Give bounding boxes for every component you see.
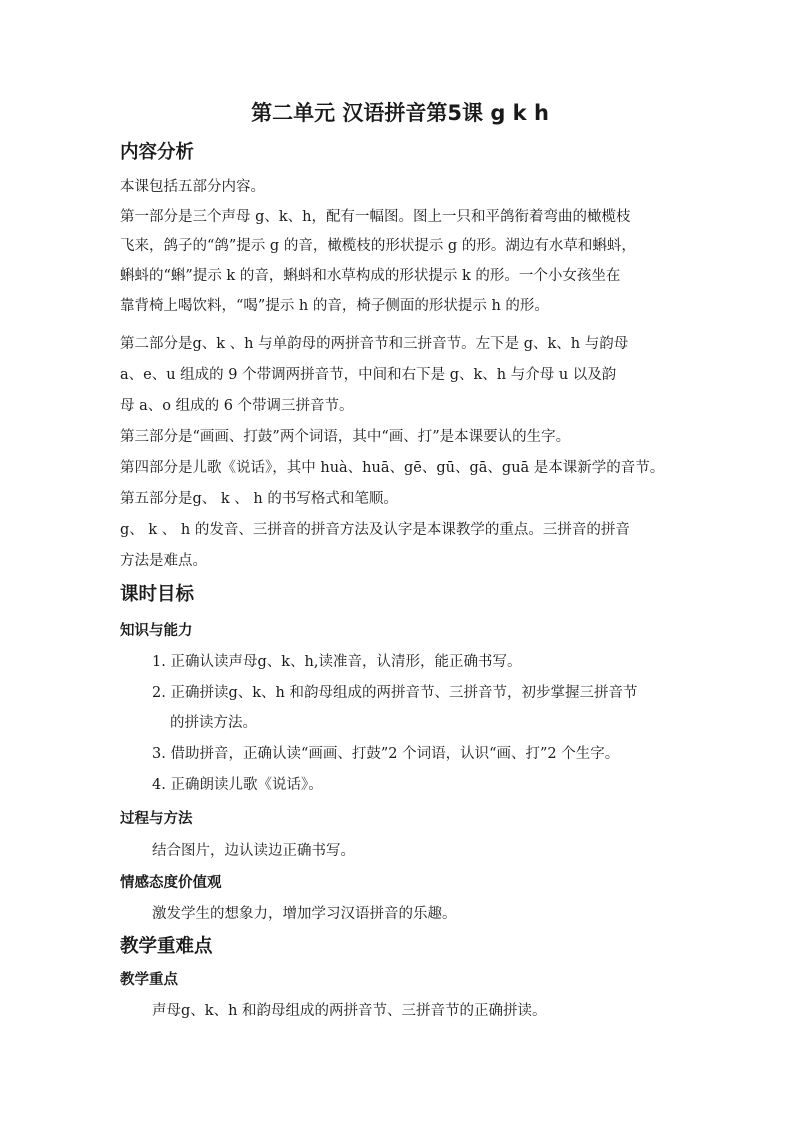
subheading-focus: 教学重点 [120,972,178,988]
list-item: 3. 借助拼音，正确认读“画画、打鼓”2 个词语，认识“画、打”2 个生字。 [152,746,620,762]
paragraph-line: 母 a、o 组成的 6 个带调三拼音节。 [120,398,354,414]
list-item: 2. 正确拼读g、k、h 和韵母组成的两拼音节、三拼音节，初步掌握三拼音节 [152,685,638,701]
subheading-emotion: 情感态度价值观 [120,875,222,891]
paragraph-line: 第五部分是g、 k 、 h 的书写格式和笔顺。 [120,491,398,507]
subheading-process: 过程与方法 [120,811,193,827]
paragraph-line: 飞来，鸽子的“鸽”提示 g 的音，橄榄枝的形状提示 g 的形。湖边有水草和蝌蚪， [120,238,636,254]
heading-objectives: 课时目标 [120,584,195,605]
paragraph-line: 第二部分是g、k 、h 与单韵母的两拼音节和三拼音节。左下是 g、k、h 与韵母 [120,336,629,352]
heading-content-analysis: 内容分析 [120,142,195,163]
paragraph-line: a、e、u 组成的 9 个带调两拼音节，中间和右下是 g、k、h 与介母 u 以及韵 [120,367,617,383]
list-item: 4. 正确朗读儿歌《说话》。 [152,777,323,793]
paragraph-line: 第四部分是儿歌《说话》，其中 huà、huā、gē、gū、gā、guā 是本课新学的音节。 [120,460,665,476]
paragraph-line: g、 k 、 h 的发音、三拼音的拼音方法及认字是本课教学的重点。三拼音的拼音 [120,522,630,538]
paragraph-line: 靠背椅上喝饮料，“喝”提示 h 的音，椅子侧面的形状提示 h 的形。 [120,298,549,314]
paragraph-line: 结合图片，边认读边正确书写。 [152,843,355,859]
paragraph-line: 第一部分是三个声母 g、k、h，配有一幅图。图上一只和平鸽衔着弯曲的橄榄枝 [120,209,631,225]
list-item: 1. 正确认读声母g、k、h,读准音，认清形，能正确书写。 [152,654,522,670]
paragraph-line: 激发学生的想象力，增加学习汉语拼音的乐趣。 [152,906,457,922]
heading-key-points: 教学重难点 [120,936,213,957]
list-item-continuation: 的拼读方法。 [170,715,257,731]
paragraph-line: 声母g、k、h 和韵母组成的两拼音节、三拼音节的正确拼读。 [152,1003,547,1019]
paragraph-line: 蝌蚪的“蝌”提示 k 的音，蝌蚪和水草构成的形状提示 k 的形。一个小女孩坐在 [120,268,621,284]
paragraph-line: 方法是难点。 [120,553,207,569]
paragraph-line: 第三部分是“画画、打鼓”两个词语，其中“画、打”是本课要认的生字。 [120,429,571,445]
subheading-knowledge: 知识与能力 [120,623,193,639]
paragraph-line: 本课包括五部分内容。 [120,179,265,195]
document-title: 第二单元 汉语拼音第5课 g k h [251,101,549,125]
